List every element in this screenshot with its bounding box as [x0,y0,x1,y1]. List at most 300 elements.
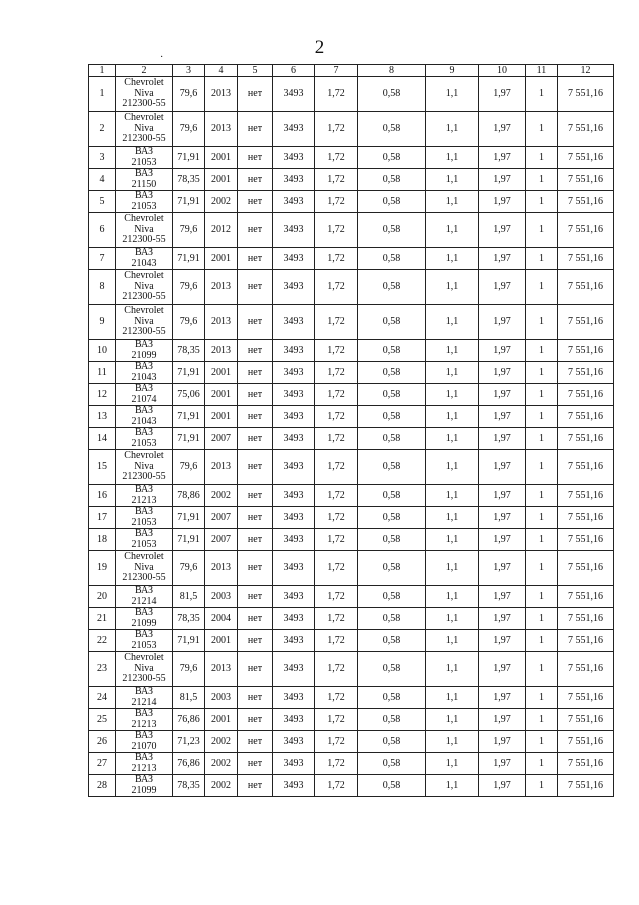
vehicle-model [116,169,173,191]
cell-year: 2001 [205,709,238,731]
vehicle-model [116,709,173,731]
cell-col-8: 0,58 [358,731,426,753]
cell-col-6: 3493 [273,687,315,709]
vehicle-model-line: 212300-55 [122,326,166,338]
vehicle-model-line: ВАЗ [134,686,154,697]
vehicle-model-line: Niva [134,223,154,235]
cell-col-10: 1,97 [479,77,526,112]
row-number: 6 [89,213,116,248]
cell-year: 2013 [205,112,238,147]
cell-col-8: 0,58 [358,384,426,406]
cell-col-8: 0,58 [358,775,426,797]
cell-col-8: 0,58 [358,248,426,270]
table-body [89,65,614,797]
cell-col-9: 1,1 [426,270,479,305]
vehicle-model-line: 212300-55 [122,673,166,685]
vehicle-model [116,428,173,450]
cell-total: 7 551,16 [558,485,614,507]
cell-col-10: 1,97 [479,428,526,450]
vehicle-model-line: ВАЗ [134,361,154,372]
vehicle-model [116,753,173,775]
cell-col-5: нет [238,731,273,753]
row-number: 14 [89,428,116,450]
cell-col-6: 3493 [273,775,315,797]
cell-col-10: 1,97 [479,507,526,529]
vehicle-model-line: ВАЗ [134,190,154,201]
cell-col-7: 1,72 [315,775,358,797]
cell-col-3: 75,06 [173,384,205,406]
cell-col-9: 1,1 [426,77,479,112]
cell-year: 2013 [205,652,238,687]
table-row [89,450,614,485]
vehicle-model-line: Chevrolet [124,77,164,89]
cell-col-11: 1 [526,709,558,731]
cell-col-5: нет [238,340,273,362]
cell-col-6: 3493 [273,213,315,248]
column-header-12: 12 [558,65,614,77]
cell-col-7: 1,72 [315,169,358,191]
cell-total: 7 551,16 [558,428,614,450]
cell-col-5: нет [238,753,273,775]
cell-col-7: 1,72 [315,147,358,169]
cell-col-10: 1,97 [479,384,526,406]
cell-col-6: 3493 [273,384,315,406]
row-number: 25 [89,709,116,731]
cell-col-7: 1,72 [315,507,358,529]
cell-col-6: 3493 [273,406,315,428]
cell-col-3: 76,86 [173,753,205,775]
vehicle-model-line: ВАЗ [134,484,154,495]
table-row [89,485,614,507]
cell-col-9: 1,1 [426,652,479,687]
cell-col-7: 1,72 [315,191,358,213]
cell-col-7: 1,72 [315,77,358,112]
cell-total: 7 551,16 [558,305,614,340]
cell-col-9: 1,1 [426,507,479,529]
table-row [89,507,614,529]
cell-col-7: 1,72 [315,529,358,551]
vehicle-model [116,485,173,507]
cell-col-3: 79,6 [173,652,205,687]
vehicle-model [116,551,173,586]
vehicle-model [116,687,173,709]
cell-col-5: нет [238,485,273,507]
cell-col-10: 1,97 [479,147,526,169]
row-number: 18 [89,529,116,551]
cell-col-7: 1,72 [315,731,358,753]
cell-col-9: 1,1 [426,731,479,753]
row-number: 17 [89,507,116,529]
table-row [89,147,614,169]
vehicle-model [116,270,173,305]
vehicle-model-line: ВАЗ [134,247,154,258]
vehicle-model [116,406,173,428]
table-row [89,551,614,586]
cell-col-10: 1,97 [479,586,526,608]
row-number: 11 [89,362,116,384]
row-number: 28 [89,775,116,797]
vehicle-model-line: ВАЗ [134,607,154,618]
cell-col-6: 3493 [273,709,315,731]
cell-col-3: 79,6 [173,551,205,586]
cell-col-8: 0,58 [358,608,426,630]
page-number: 2 [314,37,325,58]
vehicle-model-line: 212300-55 [122,471,166,483]
vehicle-model-line: ВАЗ [134,774,154,785]
table-row [89,77,614,112]
cell-col-11: 1 [526,191,558,213]
cell-col-10: 1,97 [479,406,526,428]
vehicle-model-line: Chevrolet [124,652,164,664]
cell-col-8: 0,58 [358,340,426,362]
cell-col-6: 3493 [273,305,315,340]
vehicle-model [116,248,173,270]
vehicle-model [116,77,173,112]
vehicle-model-line: Niva [134,662,154,674]
cell-col-8: 0,58 [358,652,426,687]
cell-col-7: 1,72 [315,362,358,384]
row-number: 22 [89,630,116,652]
table-row [89,687,614,709]
row-number: 5 [89,191,116,213]
table-row [89,270,614,305]
cell-col-7: 1,72 [315,213,358,248]
vehicle-model-line: 21099 [131,617,157,629]
cell-col-10: 1,97 [479,529,526,551]
vehicle-model-line: 21213 [131,718,157,730]
table-row [89,428,614,450]
cell-col-9: 1,1 [426,248,479,270]
vehicle-model [116,362,173,384]
cell-year: 2013 [205,551,238,586]
cell-col-5: нет [238,169,273,191]
vehicle-model [116,775,173,797]
cell-col-9: 1,1 [426,529,479,551]
cell-col-7: 1,72 [315,586,358,608]
vehicle-model-line: ВАЗ [134,730,154,741]
vehicle-model-line: 212300-55 [122,291,166,303]
cell-total: 7 551,16 [558,709,614,731]
cell-col-10: 1,97 [479,305,526,340]
table-row [89,709,614,731]
cell-col-10: 1,97 [479,485,526,507]
cell-total: 7 551,16 [558,450,614,485]
column-header-9: 9 [426,65,479,77]
cell-year: 2007 [205,507,238,529]
vehicle-model-line: 21214 [131,595,157,607]
cell-year: 2013 [205,77,238,112]
cell-col-8: 0,58 [358,169,426,191]
cell-col-8: 0,58 [358,630,426,652]
table-row [89,169,614,191]
cell-col-5: нет [238,406,273,428]
table-row [89,608,614,630]
cell-col-5: нет [238,305,273,340]
cell-total: 7 551,16 [558,169,614,191]
cell-col-6: 3493 [273,112,315,147]
cell-total: 7 551,16 [558,775,614,797]
vehicle-model-line: 21043 [131,257,157,269]
cell-col-3: 79,6 [173,270,205,305]
table-row [89,731,614,753]
vehicle-model-line: 21099 [131,349,157,361]
cell-col-3: 71,91 [173,191,205,213]
cell-col-9: 1,1 [426,305,479,340]
cell-col-11: 1 [526,507,558,529]
cell-col-10: 1,97 [479,169,526,191]
cell-col-6: 3493 [273,191,315,213]
row-number: 12 [89,384,116,406]
cell-total: 7 551,16 [558,270,614,305]
row-number: 23 [89,652,116,687]
cell-col-10: 1,97 [479,248,526,270]
vehicle-model-line: ВАЗ [134,383,154,394]
cell-col-11: 1 [526,384,558,406]
vehicle-model-line: 212300-55 [122,133,166,145]
column-header-2: 2 [116,65,173,77]
row-number: 21 [89,608,116,630]
cell-col-11: 1 [526,753,558,775]
cell-col-8: 0,58 [358,529,426,551]
cell-col-11: 1 [526,270,558,305]
cell-col-6: 3493 [273,586,315,608]
cell-col-5: нет [238,77,273,112]
cell-col-11: 1 [526,551,558,586]
vehicle-model [116,731,173,753]
cell-col-6: 3493 [273,485,315,507]
cell-col-11: 1 [526,608,558,630]
table-row [89,586,614,608]
row-number: 24 [89,687,116,709]
table-row [89,340,614,362]
vehicle-model-line: ВАЗ [134,339,154,350]
table-row [89,112,614,147]
cell-year: 2003 [205,586,238,608]
cell-col-6: 3493 [273,450,315,485]
cell-col-9: 1,1 [426,191,479,213]
vehicle-model-line: 21053 [131,639,157,651]
cell-col-5: нет [238,775,273,797]
cell-col-3: 79,6 [173,112,205,147]
vehicle-model-line: Niva [134,315,154,327]
cell-col-3: 71,23 [173,731,205,753]
cell-col-8: 0,58 [358,191,426,213]
vehicle-model-line: 21150 [131,178,157,190]
vehicle-model-line: ВАЗ [134,528,154,539]
vehicle-model [116,630,173,652]
cell-total: 7 551,16 [558,213,614,248]
cell-year: 2013 [205,450,238,485]
cell-col-3: 79,6 [173,305,205,340]
table-row [89,191,614,213]
cell-total: 7 551,16 [558,340,614,362]
cell-col-7: 1,72 [315,270,358,305]
cell-total: 7 551,16 [558,731,614,753]
cell-col-7: 1,72 [315,384,358,406]
cell-total: 7 551,16 [558,687,614,709]
scan-mark: · [160,52,164,63]
cell-col-3: 76,86 [173,709,205,731]
row-number: 16 [89,485,116,507]
cell-col-8: 0,58 [358,586,426,608]
cell-col-8: 0,58 [358,77,426,112]
cell-col-5: нет [238,608,273,630]
cell-col-7: 1,72 [315,652,358,687]
cell-col-11: 1 [526,529,558,551]
cell-year: 2001 [205,248,238,270]
cell-col-9: 1,1 [426,586,479,608]
vehicle-model-line: Chevrolet [124,305,164,317]
vehicle-table [88,64,614,797]
cell-year: 2002 [205,191,238,213]
cell-col-9: 1,1 [426,551,479,586]
cell-col-9: 1,1 [426,384,479,406]
cell-col-7: 1,72 [315,428,358,450]
column-header-1: 1 [89,65,116,77]
cell-col-10: 1,97 [479,450,526,485]
cell-col-11: 1 [526,340,558,362]
column-header-3: 3 [173,65,205,77]
cell-total: 7 551,16 [558,652,614,687]
cell-year: 2001 [205,406,238,428]
vehicle-model-line: 21053 [131,538,157,550]
cell-total: 7 551,16 [558,586,614,608]
cell-col-8: 0,58 [358,362,426,384]
vehicle-model [116,507,173,529]
cell-year: 2001 [205,384,238,406]
cell-col-8: 0,58 [358,450,426,485]
vehicle-model-line: ВАЗ [134,585,154,596]
cell-col-6: 3493 [273,147,315,169]
cell-year: 2001 [205,362,238,384]
cell-col-5: нет [238,147,273,169]
cell-total: 7 551,16 [558,384,614,406]
cell-col-7: 1,72 [315,248,358,270]
cell-col-9: 1,1 [426,213,479,248]
cell-col-11: 1 [526,147,558,169]
header-row [89,65,614,77]
table-row [89,305,614,340]
cell-col-6: 3493 [273,77,315,112]
cell-col-5: нет [238,112,273,147]
cell-col-3: 78,86 [173,485,205,507]
cell-col-8: 0,58 [358,485,426,507]
cell-col-7: 1,72 [315,608,358,630]
vehicle-model-line: 21070 [131,740,157,752]
cell-total: 7 551,16 [558,147,614,169]
cell-total: 7 551,16 [558,112,614,147]
cell-col-5: нет [238,213,273,248]
cell-col-9: 1,1 [426,112,479,147]
cell-total: 7 551,16 [558,248,614,270]
cell-col-6: 3493 [273,731,315,753]
cell-col-7: 1,72 [315,687,358,709]
cell-col-6: 3493 [273,362,315,384]
cell-col-3: 78,35 [173,608,205,630]
cell-year: 2001 [205,630,238,652]
cell-total: 7 551,16 [558,529,614,551]
cell-col-11: 1 [526,652,558,687]
cell-col-3: 78,35 [173,340,205,362]
vehicle-model-line: 212300-55 [122,234,166,246]
cell-col-7: 1,72 [315,485,358,507]
cell-col-7: 1,72 [315,112,358,147]
vehicle-model [116,112,173,147]
cell-col-3: 71,91 [173,248,205,270]
cell-col-6: 3493 [273,270,315,305]
cell-col-5: нет [238,270,273,305]
cell-col-6: 3493 [273,428,315,450]
cell-col-6: 3493 [273,529,315,551]
cell-col-10: 1,97 [479,362,526,384]
cell-col-7: 1,72 [315,450,358,485]
column-header-10: 10 [479,65,526,77]
vehicle-model-line: 212300-55 [122,98,166,110]
vehicle-model-line: 21053 [131,156,157,168]
cell-year: 2002 [205,775,238,797]
cell-col-11: 1 [526,213,558,248]
cell-col-9: 1,1 [426,428,479,450]
cell-col-10: 1,97 [479,270,526,305]
cell-col-8: 0,58 [358,112,426,147]
vehicle-model-line: 21074 [131,393,157,405]
column-header-8: 8 [358,65,426,77]
cell-col-9: 1,1 [426,608,479,630]
vehicle-model-line: 21043 [131,371,157,383]
cell-total: 7 551,16 [558,191,614,213]
cell-col-3: 79,6 [173,450,205,485]
vehicle-model-line: ВАЗ [134,427,154,438]
cell-col-10: 1,97 [479,709,526,731]
row-number: 10 [89,340,116,362]
vehicle-model-line: ВАЗ [134,752,154,763]
cell-col-5: нет [238,384,273,406]
cell-col-11: 1 [526,305,558,340]
vehicle-model [116,213,173,248]
vehicle-model-line: ВАЗ [134,506,154,517]
vehicle-model [116,340,173,362]
cell-year: 2013 [205,305,238,340]
cell-col-5: нет [238,248,273,270]
cell-year: 2004 [205,608,238,630]
vehicle-model-line: ВАЗ [134,708,154,719]
vehicle-model [116,450,173,485]
cell-col-3: 78,35 [173,169,205,191]
vehicle-model-line: 21053 [131,437,157,449]
cell-col-6: 3493 [273,507,315,529]
vehicle-model-line: Niva [134,460,154,472]
cell-col-8: 0,58 [358,305,426,340]
table-row [89,529,614,551]
cell-col-10: 1,97 [479,753,526,775]
cell-col-8: 0,58 [358,753,426,775]
cell-col-3: 71,91 [173,529,205,551]
cell-col-10: 1,97 [479,652,526,687]
column-header-4: 4 [205,65,238,77]
cell-col-10: 1,97 [479,775,526,797]
cell-col-3: 71,91 [173,147,205,169]
cell-col-6: 3493 [273,551,315,586]
cell-col-11: 1 [526,428,558,450]
cell-col-11: 1 [526,687,558,709]
cell-col-11: 1 [526,450,558,485]
vehicle-model-line: Chevrolet [124,112,164,124]
column-header-6: 6 [273,65,315,77]
table-row [89,362,614,384]
table-row [89,406,614,428]
cell-total: 7 551,16 [558,630,614,652]
cell-col-5: нет [238,551,273,586]
